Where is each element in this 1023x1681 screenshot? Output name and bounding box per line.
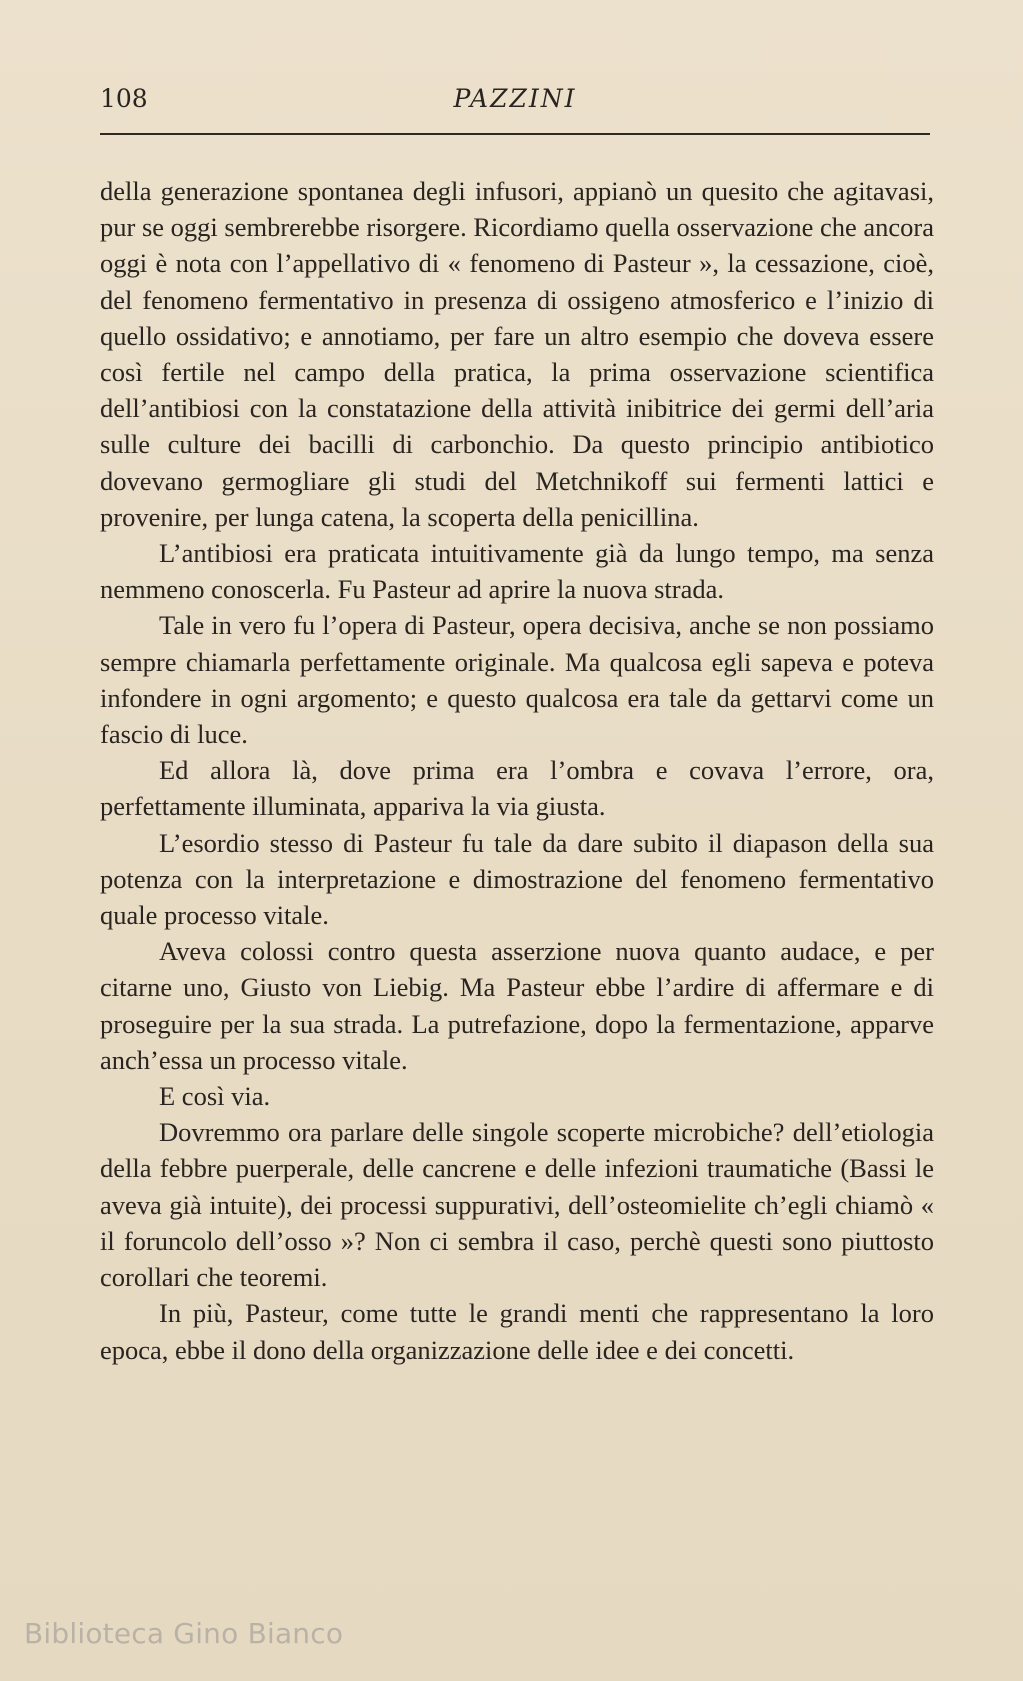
page-header (100, 84, 930, 124)
body-text (100, 173, 934, 1368)
paragraph: L’esordio stesso di Pasteur fu tale da dare subito il diapason della sua potenza con la interpretazione e dimostrazione del fenomeno fermentativo quale processo vitale. (100, 827, 934, 931)
paragraph: L’antibiosi era praticata intuitivamente già da lungo tempo, ma senza nemmeno conoscerla. Fu Pasteur ad aprire la nuova strada. (100, 538, 934, 605)
page-number: 108 (100, 84, 148, 113)
paragraph: Ed allora là, dove prima era l’ombra e covava l’errore, ora, perfettamente illuminata, appariva la via giusta. (100, 755, 934, 822)
header-rule (100, 133, 930, 135)
paragraph: In più, Pasteur, come tutte le grandi menti che rappresentano la loro epoca, ebbe il dono della organizzazione delle idee e dei concetti. (100, 1298, 934, 1365)
paragraph: E così via. (159, 1081, 271, 1112)
paragraph: Dovremmo ora parlare delle singole scoperte microbiche? dell’etiologia della febbre puerperale, delle cancrene e delle infezioni traumatiche (Bassi le aveva già intuite), dei processi suppurativi, dell’osteomielite ch’egli chiamò « il foruncolo dell’osso »? Non ci sembra il caso, perchè questi sono piuttosto corollari che teoremi. (100, 1117, 934, 1293)
running-head: PAZZINI (453, 84, 577, 113)
paragraph: della generazione spontanea degli infusori, appianò un quesito che agitavasi, pur se oggi sembrerebbe risorgere. Ricordiamo quella osservazione che ancora oggi è nota con l’appellativo di « fenomeno di Pasteur », la cessazione, cioè, del fenomeno fermentativo in presenza di ossigeno atmosferico e l’inizio di quello ossidativo; e annotiamo, per fare un altro esempio che doveva essere così fertile nel campo della pratica, la prima osservazione scientifica dell’antibiosi con la constatazione della attività inibitrice dei germi dell’aria sulle culture dei bacilli di carbonchio. Da questo principio antibiotico dovevano germogliare gli studi del Metchnikoff sui fermenti lattici e provenire, per lunga catena, la scoperta della penicillina. (100, 176, 934, 532)
paragraph: Aveva colossi contro questa asserzione nuova quanto audace, e per citarne uno, Giusto von Liebig. Ma Pasteur ebbe l’ardire di affermare e di proseguire per la sua strada. La putrefazione, dopo la fermentazione, apparve anch’essa un processo vitale. (100, 936, 934, 1075)
library-watermark: Biblioteca Gino Bianco (24, 1617, 344, 1650)
paragraph: Tale in vero fu l’opera di Pasteur, opera decisiva, anche se non possiamo sempre chiamarla perfettamente originale. Ma qualcosa egli sapeva e poteva infondere in ogni argomento; e questo qualcosa era tale da gettarvi come un fascio di luce. (100, 610, 934, 750)
